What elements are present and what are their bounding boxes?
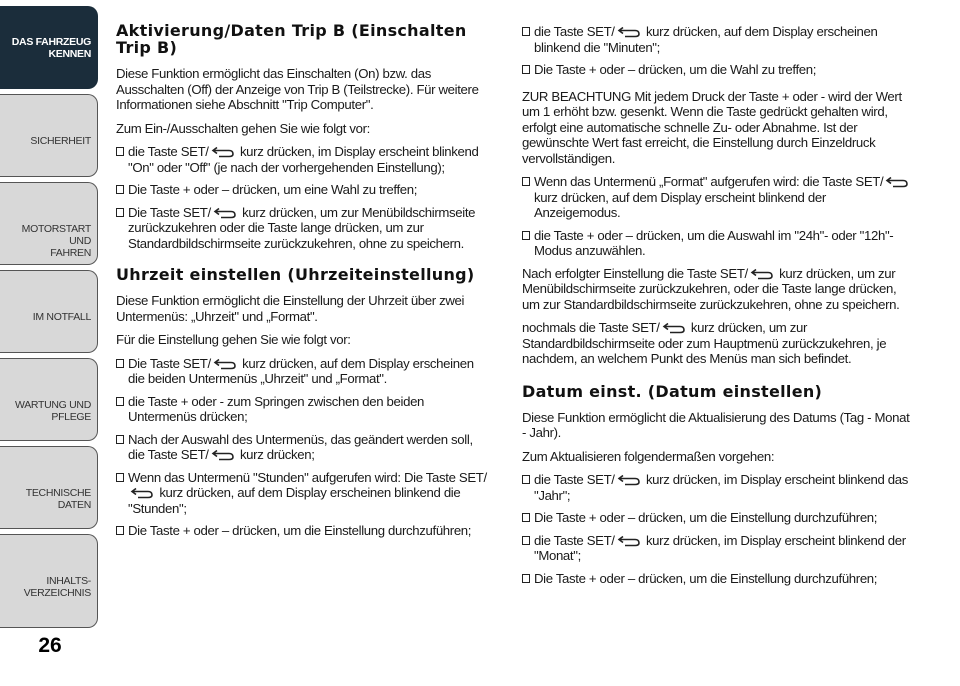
- list-item: Nach der Auswahl des Untermenüs, das geändert werden soll, die Taste SET/ kurz drücken;: [116, 432, 490, 463]
- chapter-sidebar: [0, 0, 100, 686]
- tab-technische-daten[interactable]: [0, 446, 98, 529]
- tab-label: PFLEGE: [51, 411, 91, 423]
- tab-inhaltsverzeichnis[interactable]: [0, 534, 98, 628]
- list-item: die Taste SET/ kurz drücken, im Display erscheint blinkend der "Monat";: [522, 533, 912, 564]
- paragraph: Für die Einstellung gehen Sie wie folgt vor:: [116, 332, 351, 347]
- return-arrow-icon: [211, 146, 235, 158]
- left-column: [116, 22, 490, 546]
- list-item: Die Taste SET/ kurz drücken, auf dem Display erscheinen die beiden Untermenüs „Uhrzeit" und „Format".: [116, 356, 490, 387]
- list-item: die Taste SET/ kurz drücken, auf dem Display erscheinen blinkend die "Minuten";: [522, 24, 912, 55]
- checkbox-bullet-icon: [522, 231, 530, 240]
- list-item: die Taste + oder – drücken, um die Auswahl im "24h"- oder "12h"-Modus anzuwählen.: [522, 228, 912, 259]
- list-item: Wenn das Untermenü „Format" aufgerufen wird: die Taste SET/ kurz drücken, auf dem Display erscheint blinkend der Anzeigemodus.: [522, 174, 912, 221]
- tab-label: IM NOTFALL: [32, 311, 91, 323]
- paragraph: Diese Funktion ermöglicht die Aktualisierung des Datums (Tag - Monat - Jahr).: [522, 409, 910, 440]
- tab-motorstart-und-fahren[interactable]: [0, 182, 98, 265]
- return-arrow-icon: [662, 322, 686, 334]
- paragraph: Zum Ein-/Ausschalten gehen Sie wie folgt vor:: [116, 120, 370, 136]
- tab-label: WARTUNG UND: [14, 399, 91, 411]
- list-item: Die Taste + oder – drücken, um die Einstellung durchzuführen;: [116, 523, 490, 539]
- note-paragraph: ZUR BEACHTUNG Mit jedem Druck der Taste + oder - wird der Wert um 1 erhöht bzw. gesenkt. Wenn die Taste gedrückt gehalten wird, erfolgt eine automatische schnelle Zu- oder Abnahme. Ist der gewünschte Wert fast erreicht, die Einstellung durch Einzeldruck vervollständigen.: [522, 88, 902, 166]
- list-item: Wenn das Untermenü "Stunden" aufgerufen wird: Die Taste SET/ kurz drücken, auf dem Display erscheinen blinkend die "Stunden";: [116, 470, 490, 517]
- tab-wartung-und-pflege[interactable]: [0, 358, 98, 441]
- return-arrow-icon: [750, 268, 774, 280]
- list-item: Die Taste + oder – drücken, um eine Wahl zu treffen;: [116, 182, 490, 198]
- list-item: Die Taste + oder – drücken, um die Wahl zu treffen;: [522, 62, 912, 78]
- checkbox-bullet-icon: [522, 513, 530, 522]
- checkbox-bullet-icon: [522, 177, 530, 186]
- list-item: Die Taste SET/ kurz drücken, um zur Menübildschirmseite zurückzukehren oder die Taste lange drücken, um zur Standardbildschirmseite zurückzukehren, ohne zu speichern.: [116, 205, 490, 252]
- checkbox-bullet-icon: [116, 397, 124, 406]
- tab-sicherheit[interactable]: [0, 94, 98, 177]
- checkbox-bullet-icon: [116, 526, 124, 535]
- section-heading-datum: Datum einst. (Datum einstellen): [522, 381, 823, 401]
- page-number: 26: [38, 634, 62, 657]
- list-item: die Taste SET/ kurz drücken, im Display erscheint blinkend das "Jahr";: [522, 472, 912, 503]
- section-heading-trip-b: Aktivierung/Daten Trip B (Einschalten Trip B): [116, 21, 467, 57]
- paragraph: Nach erfolgter Einstellung die Taste SET/ kurz drücken, um zur Menübildschirmseite zurückzukehren, oder die Taste lange drücken, um zur Standardbildschirmseite zurückzukehren, ohne zu speichern.: [522, 265, 900, 312]
- tab-das-fahrzeug-kennen[interactable]: [0, 6, 98, 89]
- return-arrow-icon: [885, 176, 909, 188]
- tab-label: FAHREN: [50, 247, 91, 259]
- tab-label: DAS FAHRZEUG: [11, 35, 91, 48]
- right-column: [522, 24, 912, 593]
- checkbox-bullet-icon: [522, 27, 530, 36]
- paragraph: Zum Aktualisieren folgendermaßen vorgehen:: [522, 448, 775, 464]
- checkbox-bullet-icon: [116, 359, 124, 368]
- checkbox-bullet-icon: [522, 574, 530, 583]
- checkbox-bullet-icon: [116, 435, 124, 444]
- paragraph: nochmals die Taste SET/ kurz drücken, um zur Standardbildschirmseite oder zum Hauptmenü zurückzukehren, je nachdem, an welchem Punkt des Menüs man sich befindet.: [522, 320, 887, 366]
- tab-im-notfall[interactable]: [0, 270, 98, 353]
- tab-label: INHALTS-: [46, 575, 91, 587]
- section-heading-uhrzeit: Uhrzeit einstellen (Uhrzeiteinstellung): [116, 265, 475, 284]
- tab-label: VERZEICHNIS: [23, 587, 91, 599]
- tab-label: SICHERHEIT: [30, 135, 91, 147]
- paragraph: Diese Funktion ermöglicht die Einstellung der Uhrzeit über zwei Untermenüs: „Uhrzeit" und „Format".: [116, 293, 465, 324]
- tab-label: MOTORSTART UND: [21, 223, 91, 247]
- return-arrow-icon: [213, 358, 237, 370]
- return-arrow-icon: [211, 449, 235, 461]
- checkbox-bullet-icon: [116, 473, 124, 482]
- checkbox-bullet-icon: [522, 536, 530, 545]
- tab-label: KENNEN: [48, 47, 91, 60]
- return-arrow-icon: [617, 535, 641, 547]
- paragraph: Diese Funktion ermöglicht das Einschalten (On) bzw. das Ausschalten (Off) der Anzeige von Trip B (Teilstrecke). Für weitere Informationen siehe Abschnitt "Trip Computer".: [116, 66, 479, 112]
- checkbox-bullet-icon: [522, 475, 530, 484]
- list-item: die Taste SET/ kurz drücken, im Display erscheint blinkend "On" oder "Off" (je nach der vorhergehenden Einstellung);: [116, 144, 490, 175]
- list-item: Die Taste + oder – drücken, um die Einstellung durchzuführen;: [522, 571, 912, 587]
- return-arrow-icon: [130, 487, 154, 499]
- return-arrow-icon: [617, 474, 641, 486]
- return-arrow-icon: [617, 26, 641, 38]
- checkbox-bullet-icon: [116, 208, 124, 217]
- return-arrow-icon: [213, 207, 237, 219]
- checkbox-bullet-icon: [116, 185, 124, 194]
- checkbox-bullet-icon: [522, 65, 530, 74]
- tab-label: TECHNISCHE DATEN: [25, 487, 91, 511]
- checkbox-bullet-icon: [116, 147, 124, 156]
- list-item: Die Taste + oder – drücken, um die Einstellung durchzuführen;: [522, 510, 912, 526]
- list-item: die Taste + oder - zum Springen zwischen den beiden Untermenüs drücken;: [116, 394, 490, 425]
